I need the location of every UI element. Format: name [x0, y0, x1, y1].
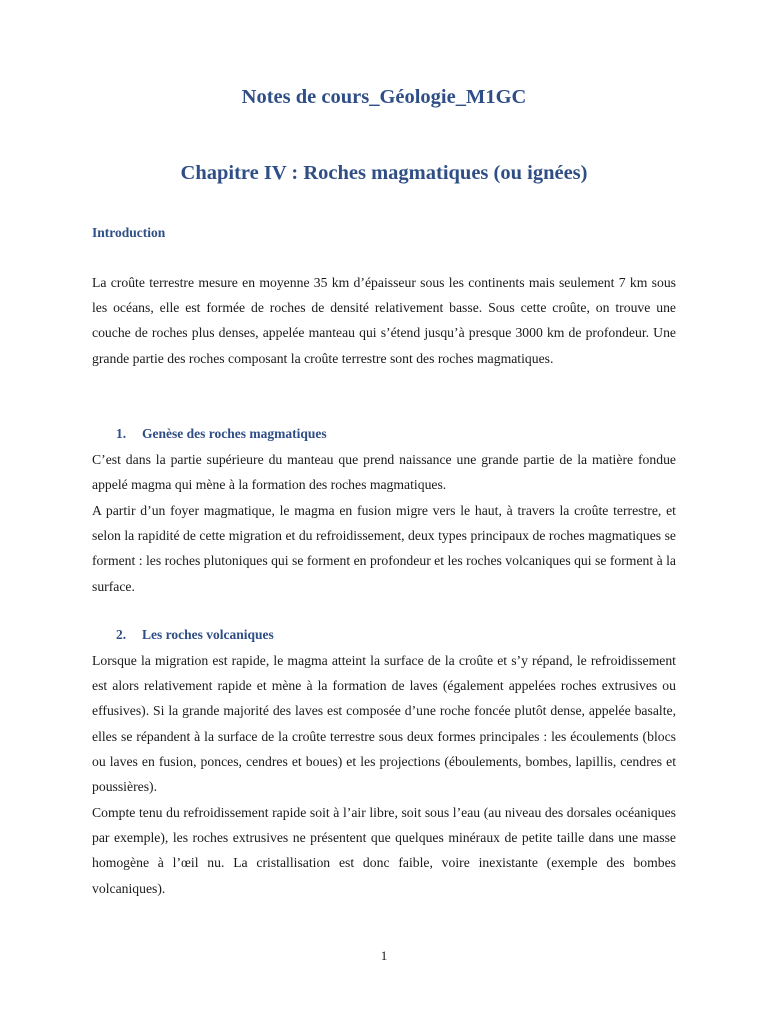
section-1-heading	[116, 426, 327, 442]
section-1-paragraph-2: A partir d’un foyer magmatique, le magma en fusion migre vers le haut, à travers la croûte terrestre, et selon la rapidité de cette migration et du refroidissement, deux types principaux de roches magmatiques se forment : les roches plutoniques qui se forment en profondeur et les roches volcaniques qui se forment à la surface.	[92, 503, 676, 594]
section-1-number: 1.	[116, 426, 127, 441]
chapter-title: Chapitre IV : Roches magmatiques (ou ignées)	[180, 162, 588, 184]
section-1-paragraph-1: C’est dans la partie supérieure du manteau que prend naissance une grande partie de la matière fondue appelé magma qui mène à la formation des roches magmatiques.	[92, 452, 676, 493]
page-number: 1	[380, 948, 388, 963]
document-title: Notes de cours_Géologie_M1GC	[241, 86, 527, 108]
introduction-paragraph: La croûte terrestre mesure en moyenne 35 km d’épaisseur sous les continents mais seulement 7 km sous les océans, elle est formée de roches de densité relativement basse. Sous cette croûte, on trouve une couche de roches plus denses, appelée manteau qui s’étend jusqu’à presque 3000 km de profondeur. Une grande partie des roches composant la croûte terrestre sont des roches magmatiques.	[92, 275, 676, 366]
introduction-heading: Introduction	[92, 225, 166, 240]
section-2-number: 2.	[116, 627, 127, 642]
section-2-paragraph-1: Lorsque la migration est rapide, le magma atteint la surface de la croûte et s’y répand, le refroidissement est alors relativement rapide et mène à la formation de laves (également appelées roches extrusives ou effusives). Si la grande majorité des laves est composée d’une roche foncée plutôt dense, appelée basalte, elles se répandent à la surface de la croûte terrestre sous deux formes principales : les écoulements (blocs ou laves en fusion, ponces, cendres et boues) et les projections (éboulements, bombes, lapillis, cendres et poussières).	[92, 653, 676, 795]
section-2-paragraph-2: Compte tenu du refroidissement rapide soit à l’air libre, soit sous l’eau (au niveau des dorsales océaniques par exemple), les roches extrusives ne présentent que quelques minéraux de petite taille dans une masse homogène à l’œil nu. La cristallisation est donc faible, voire inexistante (exemple des bombes volcaniques).	[92, 805, 676, 896]
section-1-title: Genèse des roches magmatiques	[142, 426, 327, 441]
section-2-heading	[116, 627, 274, 643]
section-2-title: Les roches volcaniques	[142, 627, 274, 642]
